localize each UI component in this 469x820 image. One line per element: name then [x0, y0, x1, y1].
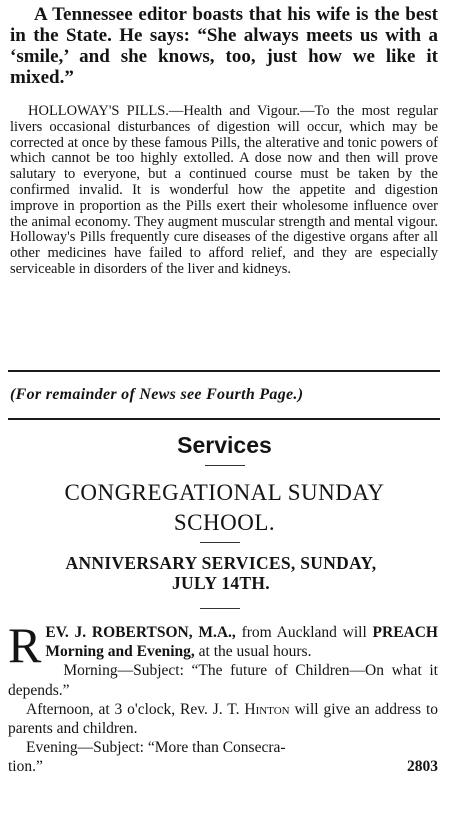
holloways-pills-body: —Health and Vigour.—To the most regular livers occasional disturbances of digestion will occur, which may be corrected at once by these famous Pills, the alterative and tonic powers of which cannot be too highly extolled. A dose now and then will prove salutary to everyone, but a continued course must be taken by the confirmed invalid. It is wonderful how the appetite and digestion improve in proportion as the Pills exert their wholesome influence over the animal economy. They augment muscular strength and mental vigour. Holloway's Pills frequently cure diseases of the digestive organs after all other medicines have failed to afford relief, and they are especially serviceable in disorders of the liver and kidneys. [10, 103, 438, 277]
morning-subject: Morning—Subject: “The future of Children—On what it depends.” [8, 662, 438, 699]
anniversary-line1: ANNIVERSARY SERVICES, SUNDAY, [65, 553, 377, 573]
afternoon-address [8, 700, 438, 738]
preach-times: PREACH Morning and Evening, [45, 624, 438, 661]
afternoon-speaker: Hinton [244, 700, 290, 718]
title-underline-rule [200, 542, 240, 543]
section-heading: Services [177, 432, 272, 458]
remainder-note: (For remainder of News see Fourth Page.) [10, 386, 304, 403]
section-rule-top [8, 370, 440, 372]
evening-subject-line2-row [8, 757, 438, 776]
evening-subject-line1: Evening—Subject: “More than Consecra- [26, 739, 286, 757]
heading-underline-rule [205, 465, 245, 466]
dropcap-letter: R [8, 617, 42, 673]
preacher-name: EV. J. ROBERTSON, M.A., [45, 624, 236, 641]
afternoon-pre: Afternoon, at 3 o'clock, Rev. J. T. [26, 700, 245, 718]
preacher-paragraph [8, 617, 438, 673]
section-rule-bottom [8, 418, 440, 420]
ad-number: 2803 [407, 758, 438, 776]
holloways-pills-lead: HOLLOWAY'S PILLS. [28, 103, 169, 119]
anniversary-line2: JULY 14TH. [172, 573, 270, 593]
afternoon-post: will give an address to parents and children. [8, 700, 438, 738]
tennessee-editor-paragraph: A Tennessee editor boasts that his wife is the best in the State. He says: “She always meets us with a ‘smile,’ and she knows, too, just how we like it mixed.” [10, 4, 438, 88]
notice-title-line1: CONGREGATIONAL SUNDAY [64, 480, 385, 505]
services-notice-body [8, 617, 438, 777]
anniversary-underline-rule [200, 608, 240, 609]
preacher-text2: at the usual hours. [194, 643, 312, 661]
evening-subject-line2: tion.” [8, 758, 43, 776]
notice-title [0, 478, 449, 538]
notice-title-line2: SCHOOL. [173, 510, 276, 535]
preacher-text1: from Auckland will [235, 624, 373, 641]
holloways-pills-paragraph [10, 104, 438, 278]
anniversary-heading [6, 553, 436, 593]
